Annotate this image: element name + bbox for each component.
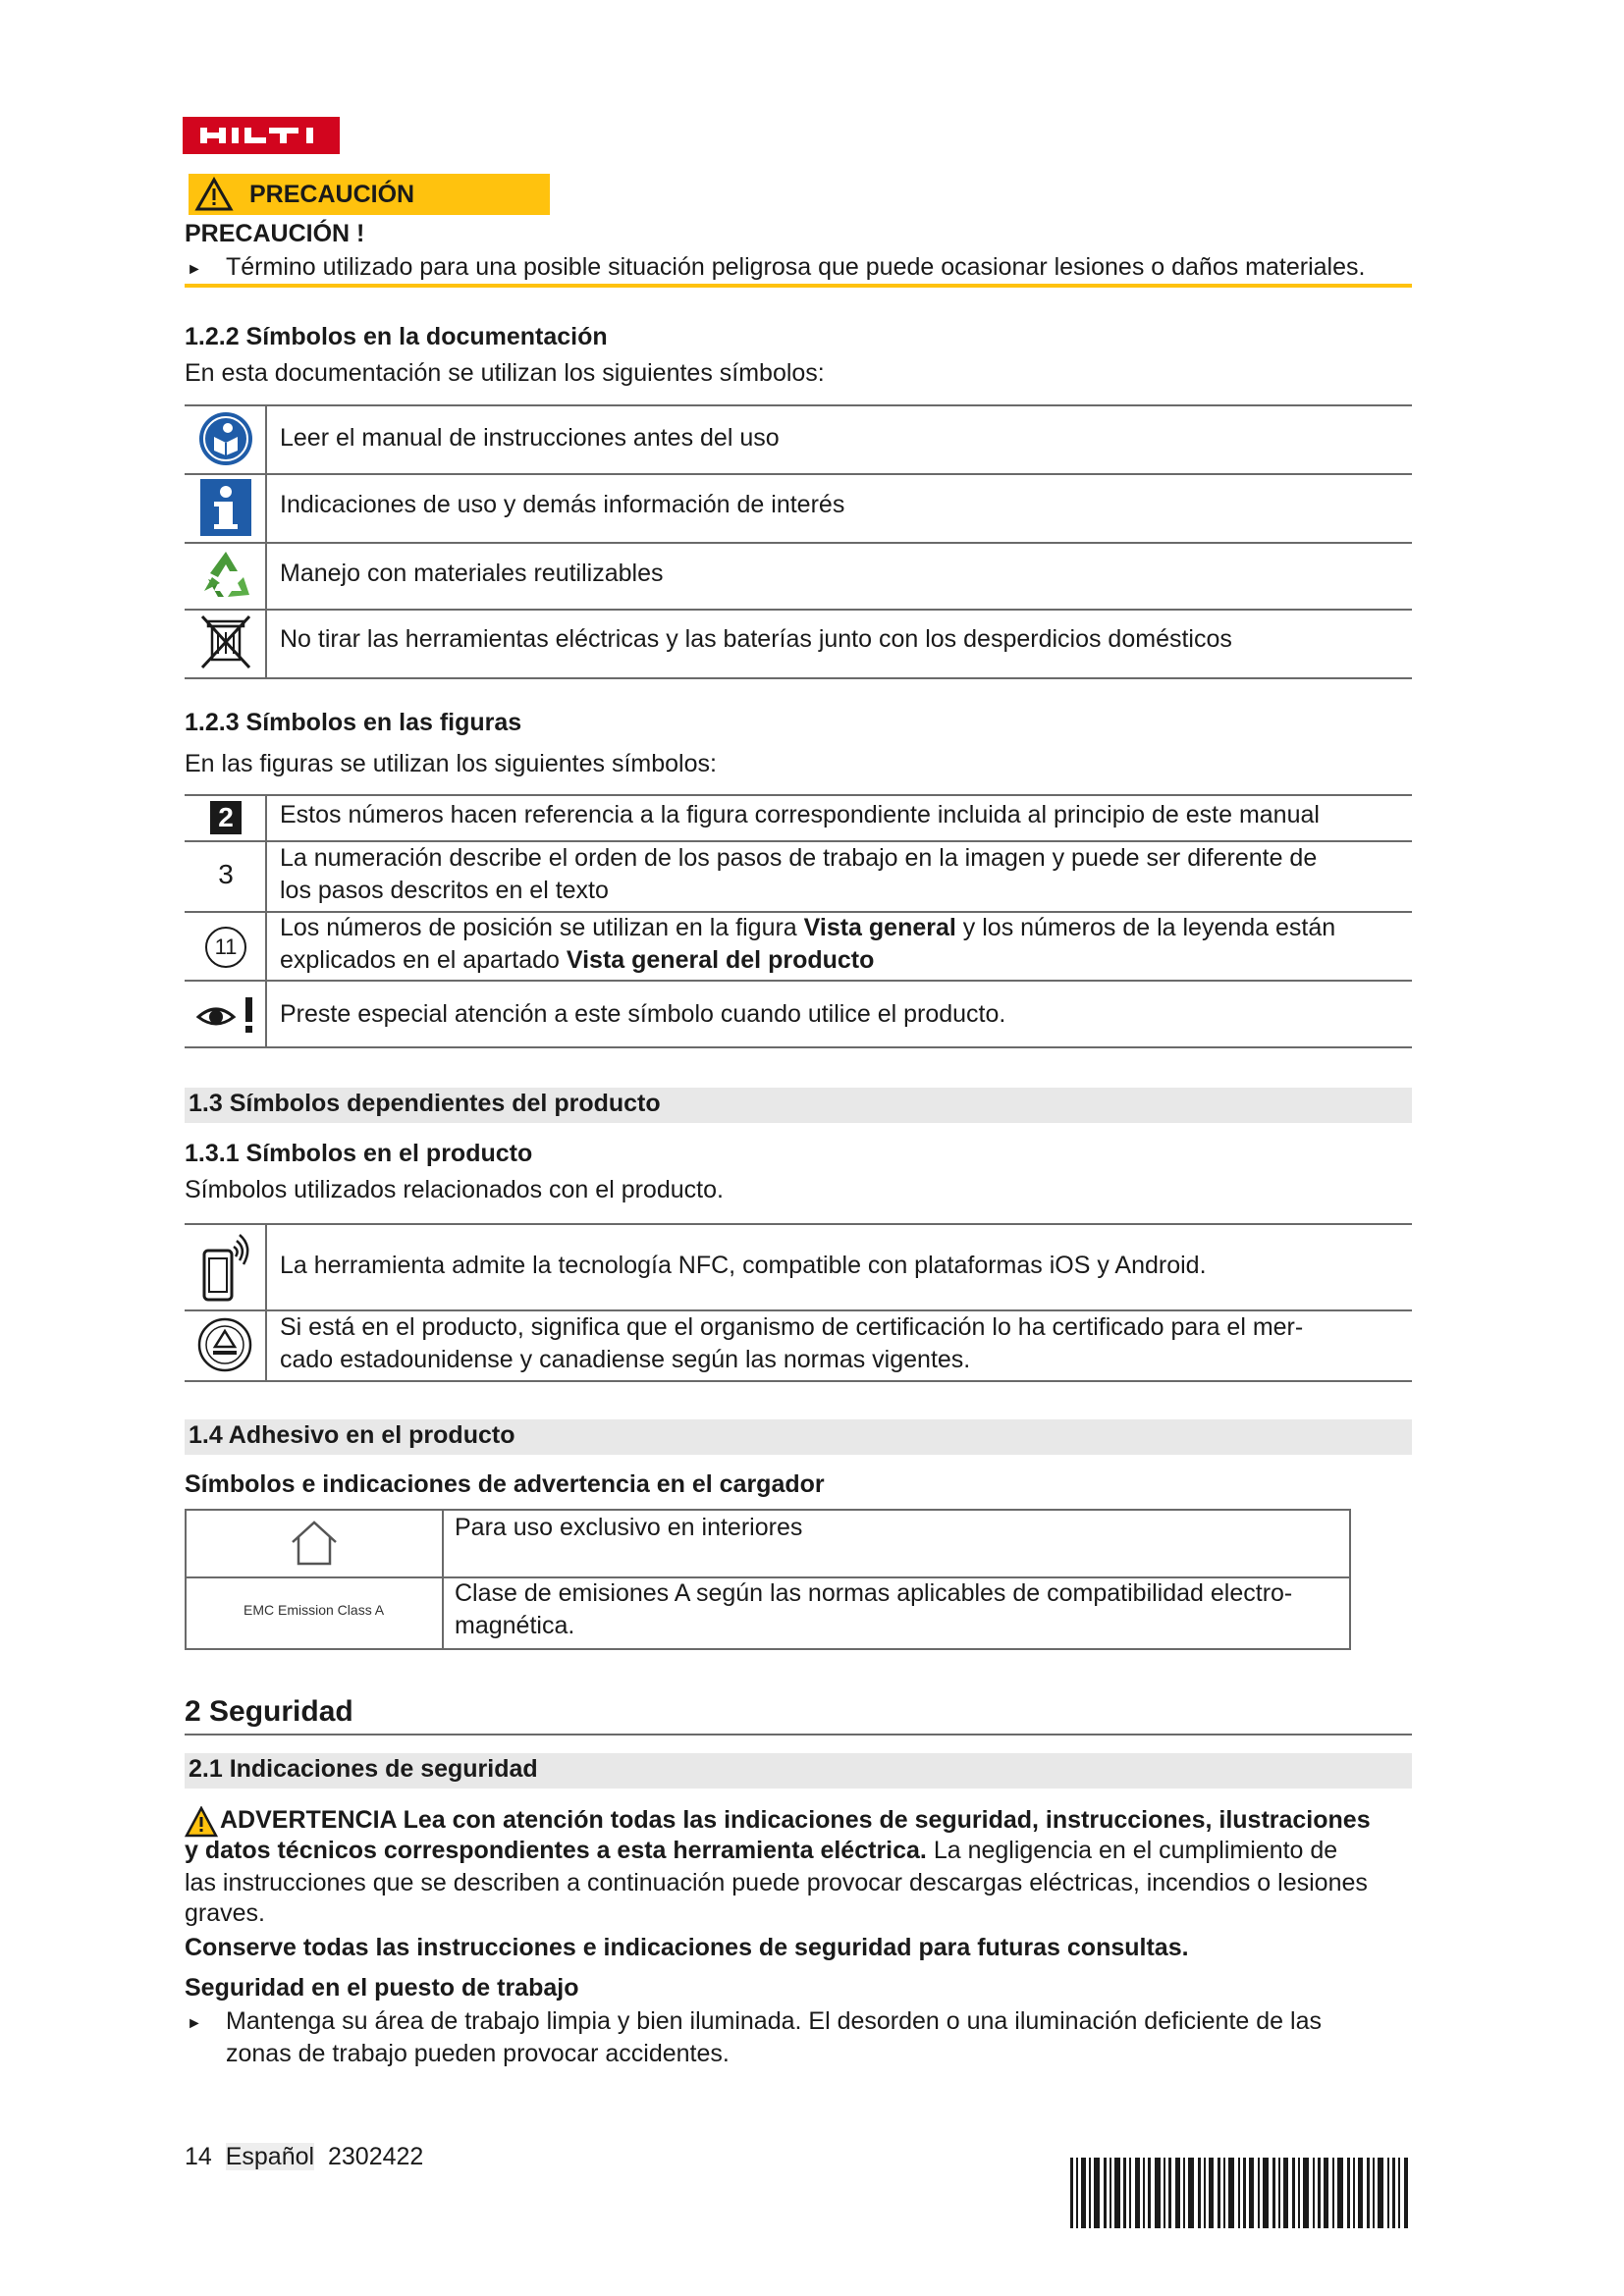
footer: [185, 2141, 423, 2173]
workplace-line-1: Mantenga su área de trabajo limpia y bien iluminada. El desorden o una iluminación deficiente de las: [226, 2007, 1322, 2035]
section-1-4-bar: 1.4 Adhesivo en el producto: [185, 1419, 1412, 1455]
workplace-heading: Seguridad en el puesto de trabajo: [185, 1974, 579, 2002]
section-2-1-bar: 2.1 Indicaciones de seguridad: [185, 1753, 1412, 1789]
house-icon: [287, 1519, 342, 1568]
caution-badge: [189, 174, 550, 215]
product-row-2-line1: Si está en el producto, significa que el organismo de certificación lo ha certificado para el mer-: [280, 1313, 1304, 1341]
warning-triangle-icon: [185, 1806, 218, 1838]
barcode: [1070, 2158, 1408, 2228]
eye-attention-icon: [196, 995, 259, 1035]
doc-row-4-text: No tirar las herramientas eléctricas y las baterías junto con los desperdicios domésticos: [280, 625, 1232, 653]
warning-line-3: las instrucciones que se describen a continuación puede provocar descargas eléctricas, incendios o lesiones: [185, 1869, 1368, 1896]
workplace-line-2: zonas de trabajo pueden provocar accidentes.: [226, 2040, 730, 2067]
hilti-logo: [183, 117, 340, 154]
product-symbols-heading: 1.3.1 Símbolos en el producto: [185, 1140, 533, 1167]
warning-line-1: ADVERTENCIA Lea con atención todas las indicaciones de seguridad, instrucciones, ilustraciones: [220, 1806, 1371, 1834]
caution-text: Término utilizado para una posible situación peligrosa que puede ocasionar lesiones o daños materiales.: [226, 253, 1366, 281]
recycle-icon: [198, 548, 253, 603]
doc-row-1-text: Leer el manual de instrucciones antes del uso: [280, 424, 780, 452]
keep-instructions: Conserve todas las instrucciones e indicaciones de seguridad para futuras consultas.: [185, 1934, 1189, 1961]
read-manual-icon: [198, 411, 253, 466]
crossed-bin-icon: [198, 613, 253, 671]
position-number-circle: 11: [205, 927, 246, 968]
caution-badge-label: PRECAUCIÓN: [249, 181, 415, 208]
fig-row-3-line1: Los números de posición se utilizan en la figura Vista general y los números de la leyenda están: [280, 914, 1336, 941]
chapter-2-rule: [185, 1734, 1412, 1735]
fig-symbols-intro: En las figuras se utilizan los siguientes símbolos:: [185, 750, 717, 777]
caution-heading: PRECAUCIÓN !: [185, 220, 365, 247]
doc-row-2-text: Indicaciones de uso y demás información de interés: [280, 491, 845, 518]
warning-line-4: graves.: [185, 1899, 265, 1927]
bullet-icon: ►: [187, 2015, 202, 2032]
certification-icon: [197, 1317, 252, 1372]
doc-row-3-text: Manejo con materiales reutilizables: [280, 560, 664, 587]
chapter-2-title: 2 Seguridad: [185, 1695, 353, 1728]
adhesive-heading: Símbolos e indicaciones de advertencia en el cargador: [185, 1470, 825, 1498]
figure-number-badge: 2: [210, 801, 242, 834]
warning-line-2: y datos técnicos correspondientes a esta herramienta eléctrica. La negligencia en el cumplimiento de: [185, 1837, 1338, 1864]
doc-symbols-intro: En esta documentación se utilizan los siguientes símbolos:: [185, 359, 825, 387]
adhesive-row-2-line1: Clase de emisiones A según las normas aplicables de compatibilidad electro-: [455, 1579, 1293, 1607]
page-number: 14: [185, 2143, 212, 2170]
fig-row-1-text: Estos números hacen referencia a la figura correspondiente incluida al principio de este manual: [280, 801, 1320, 828]
section-1-3-bar: 1.3 Símbolos dependientes del producto: [185, 1088, 1412, 1123]
emc-label: EMC Emission Class A: [244, 1602, 385, 1618]
fig-row-3-line2: explicados en el apartado Vista general del producto: [280, 946, 875, 974]
fig-symbols-heading: 1.2.3 Símbolos en las figuras: [185, 709, 522, 736]
fig-row-2-line1: La numeración describe el orden de los pasos de trabajo en la imagen y puede ser diferente de: [280, 844, 1318, 872]
bullet-icon: ►: [187, 261, 202, 278]
caution-underline: [185, 284, 1412, 288]
adhesive-row-2-line2: magnética.: [455, 1612, 575, 1639]
footer-doc-number: 2302422: [327, 2143, 424, 2170]
product-row-2-line2: cado estadounidense y canadiense según las normas vigentes.: [280, 1346, 971, 1373]
nfc-phone-icon: [200, 1233, 249, 1304]
fig-row-4-text: Preste especial atención a este símbolo cuando utilice el producto.: [280, 1000, 1006, 1028]
footer-language: Español: [225, 2143, 315, 2170]
fig-row-2-line2: los pasos descritos en el texto: [280, 877, 609, 904]
info-icon: [200, 479, 251, 536]
doc-symbols-heading: 1.2.2 Símbolos en la documentación: [185, 323, 608, 350]
product-symbols-intro: Símbolos utilizados relacionados con el producto.: [185, 1176, 724, 1203]
step-number: 3: [218, 859, 234, 889]
warning-triangle-icon: [194, 177, 234, 212]
adhesive-row-1-text: Para uso exclusivo en interiores: [455, 1514, 803, 1541]
product-row-1-text: La herramienta admite la tecnología NFC, compatible con plataformas iOS y Android.: [280, 1252, 1207, 1279]
